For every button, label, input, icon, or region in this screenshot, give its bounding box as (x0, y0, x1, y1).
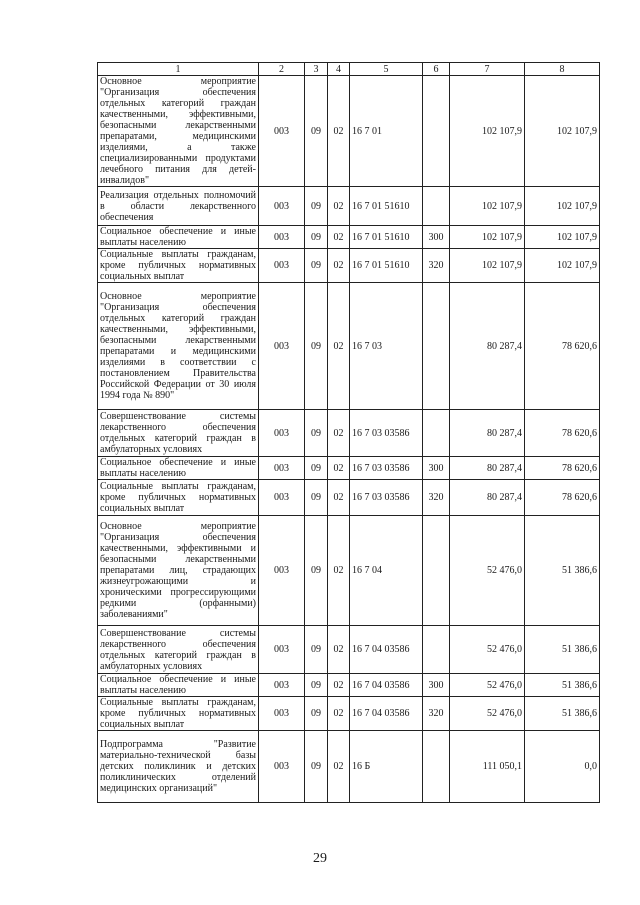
row-expense-type-cell (423, 410, 450, 457)
row-target-article-cell: 16 7 03 03586 (350, 480, 423, 516)
row-target-article-cell: 16 7 03 03586 (350, 410, 423, 457)
row-section-cell: 09 (305, 626, 328, 674)
row-amount-2-cell: 78 620,6 (525, 283, 600, 410)
row-code-cell: 003 (259, 226, 305, 249)
row-amount-1-cell: 111 050,1 (450, 731, 525, 803)
row-expense-type-cell (423, 283, 450, 410)
row-code-cell: 003 (259, 516, 305, 626)
header-cell-4: 4 (328, 63, 350, 76)
row-code-cell: 003 (259, 480, 305, 516)
row-name-cell: Социальные выплаты гражданам, кроме публичных нормативных социальных выплат (98, 697, 259, 731)
row-section-cell: 09 (305, 731, 328, 803)
row-expense-type-cell (423, 187, 450, 226)
row-name-cell: Социальные выплаты гражданам, кроме публичных нормативных социальных выплат (98, 249, 259, 283)
row-subsection-cell: 02 (328, 516, 350, 626)
row-code-cell: 003 (259, 626, 305, 674)
row-expense-type-cell: 320 (423, 697, 450, 731)
row-amount-1-cell: 80 287,4 (450, 457, 525, 480)
row-amount-2-cell: 102 107,9 (525, 249, 600, 283)
row-amount-2-cell: 0,0 (525, 731, 600, 803)
row-code-cell: 003 (259, 697, 305, 731)
header-cell-3: 3 (305, 63, 328, 76)
row-subsection-cell: 02 (328, 480, 350, 516)
row-subsection-cell: 02 (328, 249, 350, 283)
row-name-cell: Социальные выплаты гражданам, кроме публичных нормативных социальных выплат (98, 480, 259, 516)
table-header-row (98, 63, 600, 76)
row-amount-2-cell: 51 386,6 (525, 697, 600, 731)
row-expense-type-cell (423, 626, 450, 674)
row-amount-2-cell: 102 107,9 (525, 187, 600, 226)
table-row (98, 480, 600, 516)
row-name-cell: Основное мероприятие "Организация обеспечения качественными, эффективными и безопасными лекарственными препаратами лиц, страдающих жизнеугрожающими и хроническими прогрессирующими редкими (орфанными) заболеваниями" (98, 516, 259, 626)
row-target-article-cell: 16 7 04 03586 (350, 697, 423, 731)
row-target-article-cell: 16 7 04 03586 (350, 674, 423, 697)
row-code-cell: 003 (259, 76, 305, 187)
header-cell-5: 5 (350, 63, 423, 76)
table-row (98, 76, 600, 187)
row-section-cell: 09 (305, 674, 328, 697)
row-amount-1-cell: 52 476,0 (450, 516, 525, 626)
row-code-cell: 003 (259, 187, 305, 226)
row-name-cell: Социальное обеспечение и иные выплаты населению (98, 457, 259, 480)
row-subsection-cell: 02 (328, 76, 350, 187)
row-target-article-cell: 16 7 01 51610 (350, 249, 423, 283)
row-target-article-cell: 16 7 03 (350, 283, 423, 410)
row-subsection-cell: 02 (328, 626, 350, 674)
row-section-cell: 09 (305, 516, 328, 626)
budget-table (97, 62, 600, 803)
row-amount-2-cell: 51 386,6 (525, 674, 600, 697)
header-cell-1: 1 (98, 63, 259, 76)
row-expense-type-cell: 300 (423, 674, 450, 697)
row-section-cell: 09 (305, 249, 328, 283)
row-amount-2-cell: 102 107,9 (525, 226, 600, 249)
row-expense-type-cell: 300 (423, 457, 450, 480)
row-target-article-cell: 16 7 04 (350, 516, 423, 626)
row-name-cell: Реализация отдельных полномочий в области лекарственного обеспечения (98, 187, 259, 226)
page-number: 29 (313, 851, 327, 866)
row-target-article-cell: 16 7 01 51610 (350, 187, 423, 226)
row-amount-2-cell: 102 107,9 (525, 76, 600, 187)
table-row (98, 187, 600, 226)
row-section-cell: 09 (305, 457, 328, 480)
table-row (98, 283, 600, 410)
row-name-cell: Совершенствование системы лекарственного обеспечения отдельных категорий граждан в амбулаторных условиях (98, 626, 259, 674)
row-subsection-cell: 02 (328, 697, 350, 731)
row-name-cell: Подпрограмма "Развитие материально-технической базы детских поликлиник и детских поликлинических отделений медицинских организаций" (98, 731, 259, 803)
row-amount-1-cell: 52 476,0 (450, 674, 525, 697)
row-subsection-cell: 02 (328, 457, 350, 480)
row-section-cell: 09 (305, 480, 328, 516)
table-row (98, 226, 600, 249)
row-target-article-cell: 16 7 04 03586 (350, 626, 423, 674)
row-section-cell: 09 (305, 226, 328, 249)
row-amount-2-cell: 78 620,6 (525, 457, 600, 480)
table-row (98, 516, 600, 626)
row-expense-type-cell: 320 (423, 480, 450, 516)
row-code-cell: 003 (259, 410, 305, 457)
table-row (98, 674, 600, 697)
row-code-cell: 003 (259, 674, 305, 697)
row-amount-1-cell: 102 107,9 (450, 187, 525, 226)
row-target-article-cell: 16 7 01 (350, 76, 423, 187)
row-section-cell: 09 (305, 187, 328, 226)
row-expense-type-cell (423, 731, 450, 803)
table-row (98, 410, 600, 457)
row-code-cell: 003 (259, 457, 305, 480)
row-target-article-cell: 16 Б (350, 731, 423, 803)
row-section-cell: 09 (305, 283, 328, 410)
table-row (98, 697, 600, 731)
row-section-cell: 09 (305, 76, 328, 187)
row-name-cell: Основное мероприятие "Организация обеспечения отдельных категорий граждан качественными, эффективными, безопасными лекарственными препаратами и медицинскими изделиями в соответствии с постановлением Правительства Российской Федерации от 30 июля 1994 года № 890" (98, 283, 259, 410)
table-row (98, 457, 600, 480)
row-amount-2-cell: 78 620,6 (525, 480, 600, 516)
row-amount-1-cell: 102 107,9 (450, 226, 525, 249)
row-amount-2-cell: 51 386,6 (525, 626, 600, 674)
row-subsection-cell: 02 (328, 410, 350, 457)
table-row (98, 249, 600, 283)
row-amount-1-cell: 52 476,0 (450, 626, 525, 674)
row-amount-1-cell: 80 287,4 (450, 410, 525, 457)
row-amount-1-cell: 102 107,9 (450, 249, 525, 283)
row-subsection-cell: 02 (328, 731, 350, 803)
row-amount-2-cell: 78 620,6 (525, 410, 600, 457)
header-cell-7: 7 (450, 63, 525, 76)
row-expense-type-cell (423, 516, 450, 626)
row-expense-type-cell: 300 (423, 226, 450, 249)
header-cell-6: 6 (423, 63, 450, 76)
row-name-cell: Социальное обеспечение и иные выплаты населению (98, 226, 259, 249)
row-name-cell: Социальное обеспечение и иные выплаты населению (98, 674, 259, 697)
table-row (98, 626, 600, 674)
row-code-cell: 003 (259, 249, 305, 283)
row-amount-1-cell: 102 107,9 (450, 76, 525, 187)
row-subsection-cell: 02 (328, 674, 350, 697)
row-expense-type-cell: 320 (423, 249, 450, 283)
table-row (98, 731, 600, 803)
row-amount-1-cell: 80 287,4 (450, 480, 525, 516)
header-cell-2: 2 (259, 63, 305, 76)
row-target-article-cell: 16 7 01 51610 (350, 226, 423, 249)
row-code-cell: 003 (259, 731, 305, 803)
row-subsection-cell: 02 (328, 226, 350, 249)
row-code-cell: 003 (259, 283, 305, 410)
row-target-article-cell: 16 7 03 03586 (350, 457, 423, 480)
row-amount-1-cell: 80 287,4 (450, 283, 525, 410)
row-expense-type-cell (423, 76, 450, 187)
row-section-cell: 09 (305, 697, 328, 731)
row-amount-1-cell: 52 476,0 (450, 697, 525, 731)
row-amount-2-cell: 51 386,6 (525, 516, 600, 626)
row-subsection-cell: 02 (328, 187, 350, 226)
row-subsection-cell: 02 (328, 283, 350, 410)
row-name-cell: Совершенствование системы лекарственного обеспечения отдельных категорий граждан в амбулаторных условиях (98, 410, 259, 457)
header-cell-8: 8 (525, 63, 600, 76)
row-name-cell: Основное мероприятие "Организация обеспечения отдельных категорий граждан качественными, эффективными, безопасными лекарственными препаратами, медицинскими изделиями, а также специализированными продуктами лечебного питания для детей-инвалидов" (98, 76, 259, 187)
row-section-cell: 09 (305, 410, 328, 457)
